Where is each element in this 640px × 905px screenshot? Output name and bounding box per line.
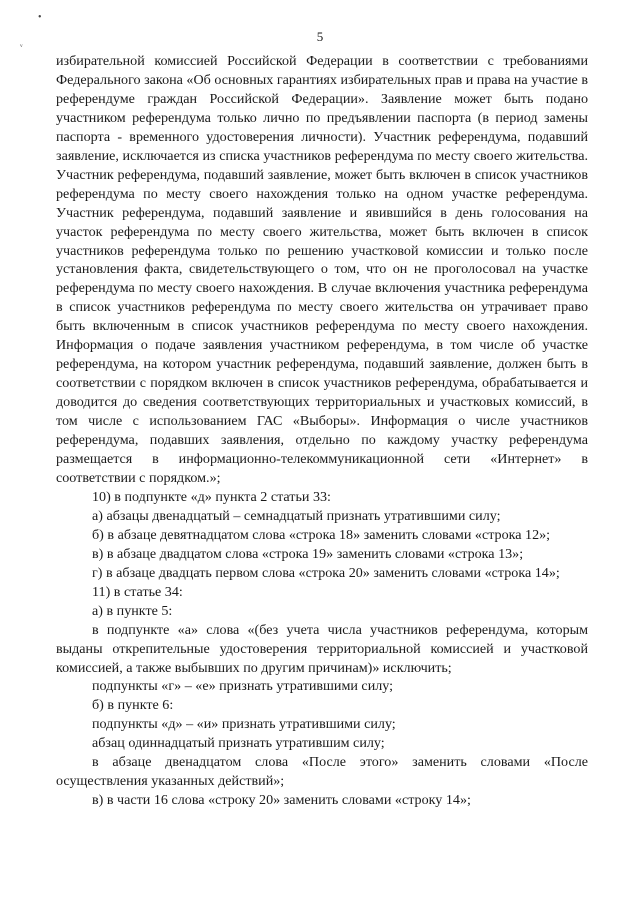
paragraph: в) в абзаце двадцатом слова «строка 19» заменить словами «строка 13»; (92, 545, 524, 562)
scan-corner-mark: ᵥ (20, 38, 23, 48)
paragraph: в абзаце двенадцатом слова «После этого» заменить словами «После осуществления указанных действий»; (56, 754, 588, 790)
scan-dot-mark: • (38, 12, 42, 23)
paragraph: подпункты «г» – «е» признать утратившими силу; (92, 678, 394, 695)
page-number: 5 (316, 29, 324, 44)
paragraph: избирательной комиссией Российской Федерации в соответствии с требованиями Федерального закона «Об основных гарантиях избирательных прав и права на участие в референдуме граждан Российской Федерации». Заявление может быть подано участником референдума только лично по предъявлении паспорта (в период замены паспорта - временного удостоверения личности). Участник референдума, подавший заявление, исключается из списка участников референдума по месту своего жительства. Участник референдума, подавший заявление, может быть включен в список участников референдума по месту своего нахождения только на одном участке референдума. Участник референдума, подавший заявление и явившийся в день голосования на участок референдума по месту своего жительства, может быть включен в список участников референдума только по решению участковой комиссии и только после установления факта, свидетельствующего о том, что он не проголосовал на участке референдума по месту своего нахождения. В случае включения участника референдума в список участников референдума по месту своего жительства он утрачивает право быть включенным в список участников референдума по месту своего нахождения. Информация о подаче заявления участником референдума, в том числе об участке референдума, на котором участник референдума, подавший заявление, должен быть в соответствии с порядком включен в список участников референдума, обрабатывается и доводится до сведения соответствующих территориальных и участковых комиссий, в том числе с использованием ГАС «Выборы». Информация о числе участников референдума, подавших заявления, отдельно по каждому участку референдума размещается в информационно-телекоммуникационной сети «Интернет» в соответствии с порядком.»; (56, 53, 588, 486)
paragraph: б) в пункте 6: (92, 697, 174, 714)
paragraph: абзац одиннадцатый признать утратившим силу; (92, 735, 385, 752)
paragraph: 11) в статье 34: (92, 583, 183, 600)
paragraph: в подпункте «а» слова «(без учета числа участников референдума, которым выданы открепительные удостоверения территориальной комиссией и участковой комиссией, а также выбывших по другим причинам)» исключить; (56, 621, 588, 676)
paragraph: подпункты «д» – «и» признать утратившими силу; (92, 716, 396, 733)
paragraph: а) абзацы двенадцатый – семнадцатый признать утратившими силу; (92, 507, 501, 524)
paragraph: г) в абзаце двадцать первом слова «строка 20» заменить словами «строка 14»; (92, 564, 560, 581)
document-body (56, 52, 588, 810)
paragraph: 10) в подпункте «д» пункта 2 статьи 33: (92, 488, 331, 505)
paragraph: в) в части 16 слова «строку 20» заменить словами «строку 14»; (92, 792, 471, 809)
paragraph: а) в пункте 5: (92, 602, 173, 619)
paragraph: б) в абзаце девятнадцатом слова «строка 18» заменить словами «строка 12»; (92, 526, 551, 543)
